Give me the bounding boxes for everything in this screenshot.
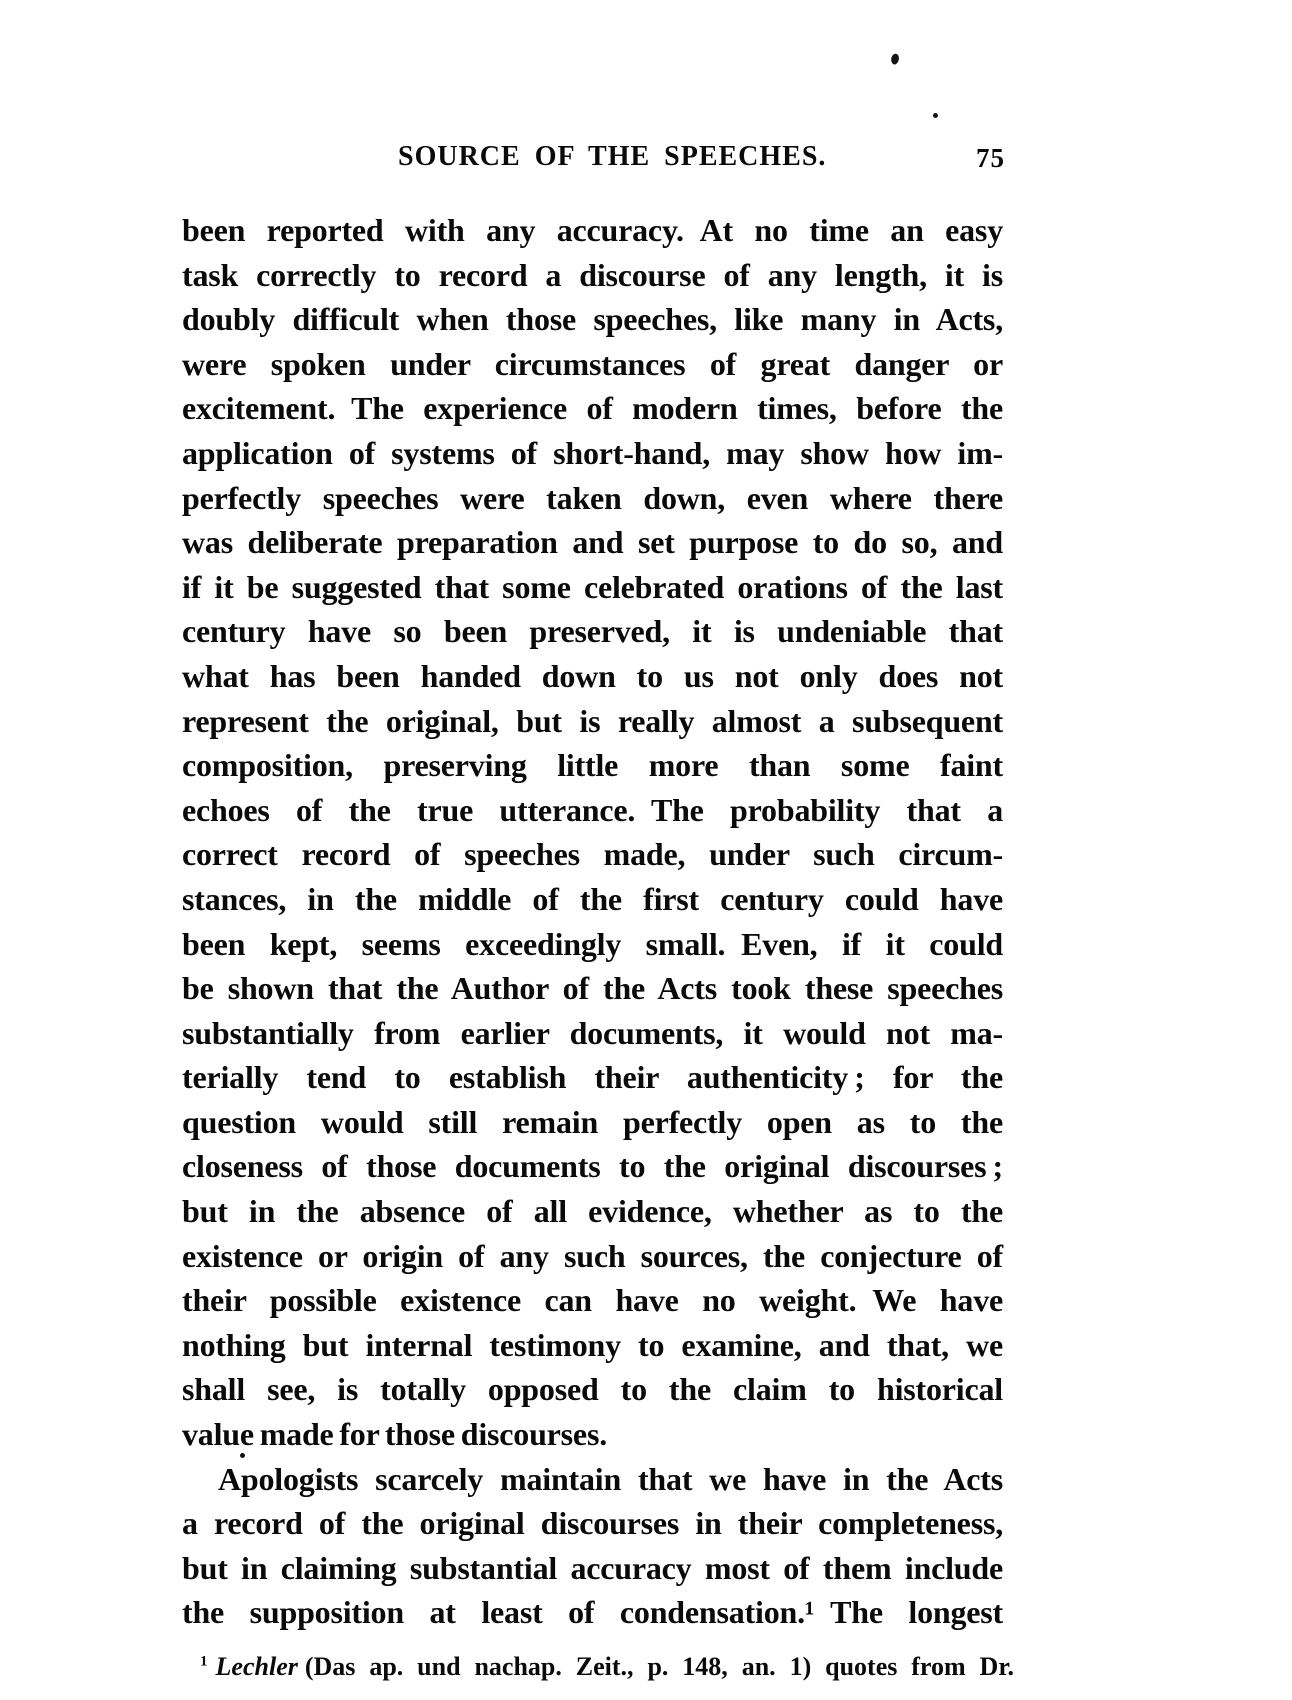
text-line: represent the original, but is really almost a subsequent — [182, 702, 1003, 739]
text-line: what has been handed down to us not only does not — [182, 657, 1003, 694]
text-line: closeness of those documents to the original discourses ; — [182, 1148, 1003, 1185]
text-line: value made for those discourses. — [182, 1416, 607, 1453]
running-header-title: SOURCE OF THE SPEECHES. — [398, 141, 827, 172]
text-line: their possible existence can have no weight. We have — [182, 1282, 1003, 1319]
text-line: Apologists scarcely maintain that we have in the Acts — [218, 1460, 1003, 1497]
text-line: echoes of the true utterance. The probability that a — [182, 791, 1003, 828]
footnote-marker: 1 — [200, 1653, 208, 1670]
text-line: correct record of speeches made, under such circum- — [182, 836, 1003, 873]
scan-speck — [933, 113, 938, 118]
text-line: doubly difficult when those speeches, like many in Acts, — [182, 301, 1003, 338]
text-line: been kept, seems exceedingly small. Even, if it could — [182, 925, 1003, 962]
text-line: existence or origin of any such sources, the conjecture of — [182, 1237, 1003, 1274]
text-line: perfectly speeches were taken down, even where there — [182, 479, 1003, 516]
page-number: 75 — [976, 143, 1005, 173]
text-line: but in claiming substantial accuracy most of them include — [182, 1549, 1003, 1586]
text-line: been reported with any accuracy. At no time an easy — [182, 212, 1003, 248]
text-line: were spoken under circumstances of great danger or — [182, 345, 1003, 382]
text-line: question would still remain perfectly open as to the — [182, 1103, 1003, 1140]
footnote-author: Lechler — [215, 1652, 298, 1681]
text-line: shall see, is totally opposed to the claim to historical — [182, 1371, 1003, 1408]
text-line: substantially from earlier documents, it would not ma- — [182, 1014, 1003, 1051]
text-line: nothing but internal testimony to examine, and that, we — [182, 1326, 1003, 1363]
footnote — [182, 1650, 1014, 1684]
text-line: century have so been preserved, it is undeniable that — [182, 613, 1003, 650]
text-line: was deliberate preparation and set purpose to do so, and — [182, 524, 1003, 561]
scan-speck — [890, 52, 900, 67]
text-line: a record of the original discourses in their completeness, — [182, 1505, 1003, 1542]
body-text — [182, 208, 1003, 1635]
text-line: stances, in the middle of the first century could have — [182, 880, 1003, 917]
text-line: application of systems of short-hand, may show how im- — [182, 434, 1003, 471]
text-line: if it be suggested that some celebrated orations of the last — [182, 568, 1003, 605]
text-line: the supposition at least of condensation.¹ The longest — [182, 1594, 1003, 1631]
text-line: excitement. The experience of modern times, before the — [182, 390, 1003, 427]
text-line: terially tend to establish their authenticity ; for the — [182, 1059, 1003, 1096]
text-line: task correctly to record a discourse of any length, it is — [182, 256, 1003, 293]
footnote-text: (Das ap. und nachap. Zeit., p. 148, an. 1) quotes from Dr. — [304, 1652, 1014, 1681]
text-line: but in the absence of all evidence, whether as to the — [182, 1193, 1003, 1230]
text-line: composition, preserving little more than some faint — [182, 747, 1003, 784]
text-line: be shown that the Author of the Acts took these speeches — [182, 970, 1003, 1007]
